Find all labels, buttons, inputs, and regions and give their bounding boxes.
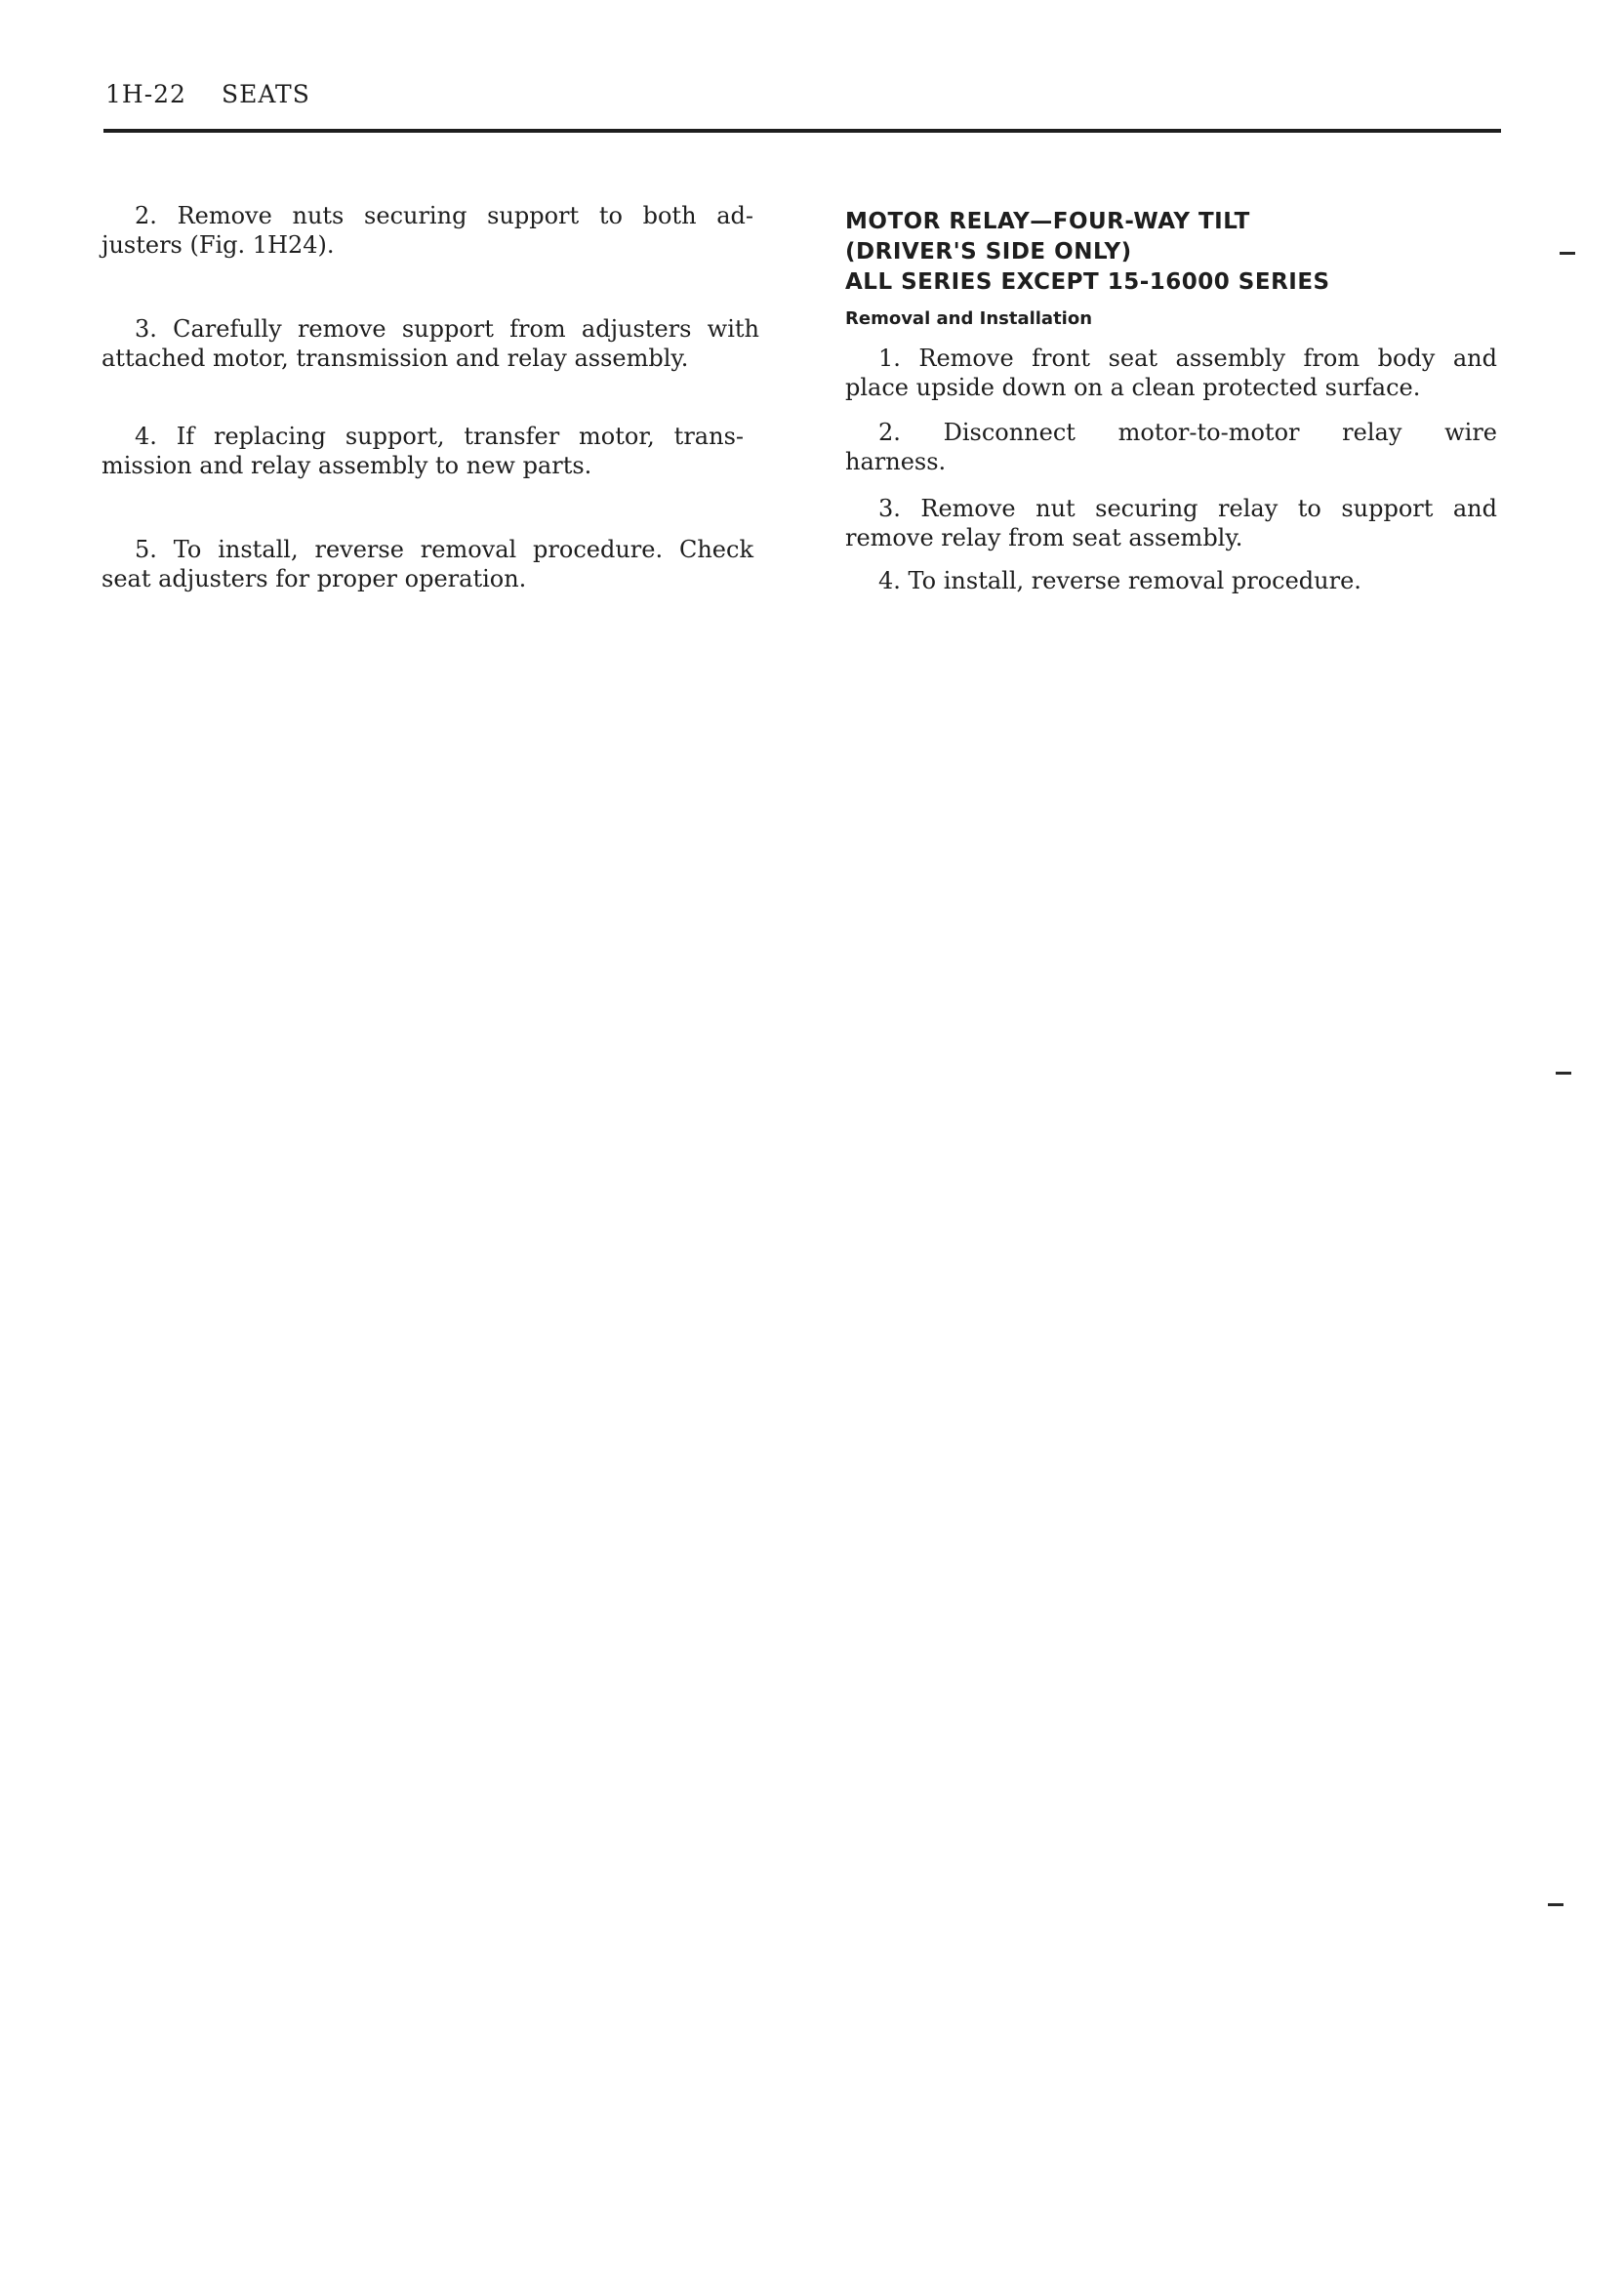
page-number: 1H-22 (105, 80, 186, 108)
left-step-2: 2. Remove nuts securing support to both ad- justers (Fig. 1H24). (102, 202, 753, 259)
page-header (105, 80, 310, 108)
margin-mark (1560, 252, 1575, 255)
right-step-2: 2. Disconnect motor-to-motor relay wire harness. (845, 419, 1497, 475)
right-step-1: 1. Remove front seat assembly from body and place upside down on a clean protected surface. (845, 345, 1497, 401)
right-step-3: 3. Remove nut securing relay to support and remove relay from seat assembly. (845, 495, 1497, 551)
margin-mark (1548, 1903, 1563, 1906)
left-step-5: 5. To install, reverse removal procedure. Check seat adjusters for proper operation. (102, 536, 753, 592)
left-step-3: 3. Carefully remove support from adjusters with attached motor, transmission and relay assembly. (102, 315, 759, 372)
heading-line-3: ALL SERIES EXCEPT 15-16000 SERIES (845, 269, 1330, 295)
margin-mark (1556, 1072, 1571, 1075)
subheading: Removal and Installation (845, 308, 1093, 329)
left-step-4: 4. If replacing support, transfer motor, trans- mission and relay assembly to new parts. (102, 423, 744, 479)
section-heading (845, 207, 1330, 298)
header-rule (103, 129, 1501, 133)
section-title: SEATS (221, 80, 310, 108)
right-step-4: 4. To install, reverse removal procedure. (878, 567, 1361, 594)
heading-line-2: (DRIVER'S SIDE ONLY) (845, 239, 1132, 265)
heading-line-1: MOTOR RELAY—FOUR-WAY TILT (845, 209, 1250, 234)
